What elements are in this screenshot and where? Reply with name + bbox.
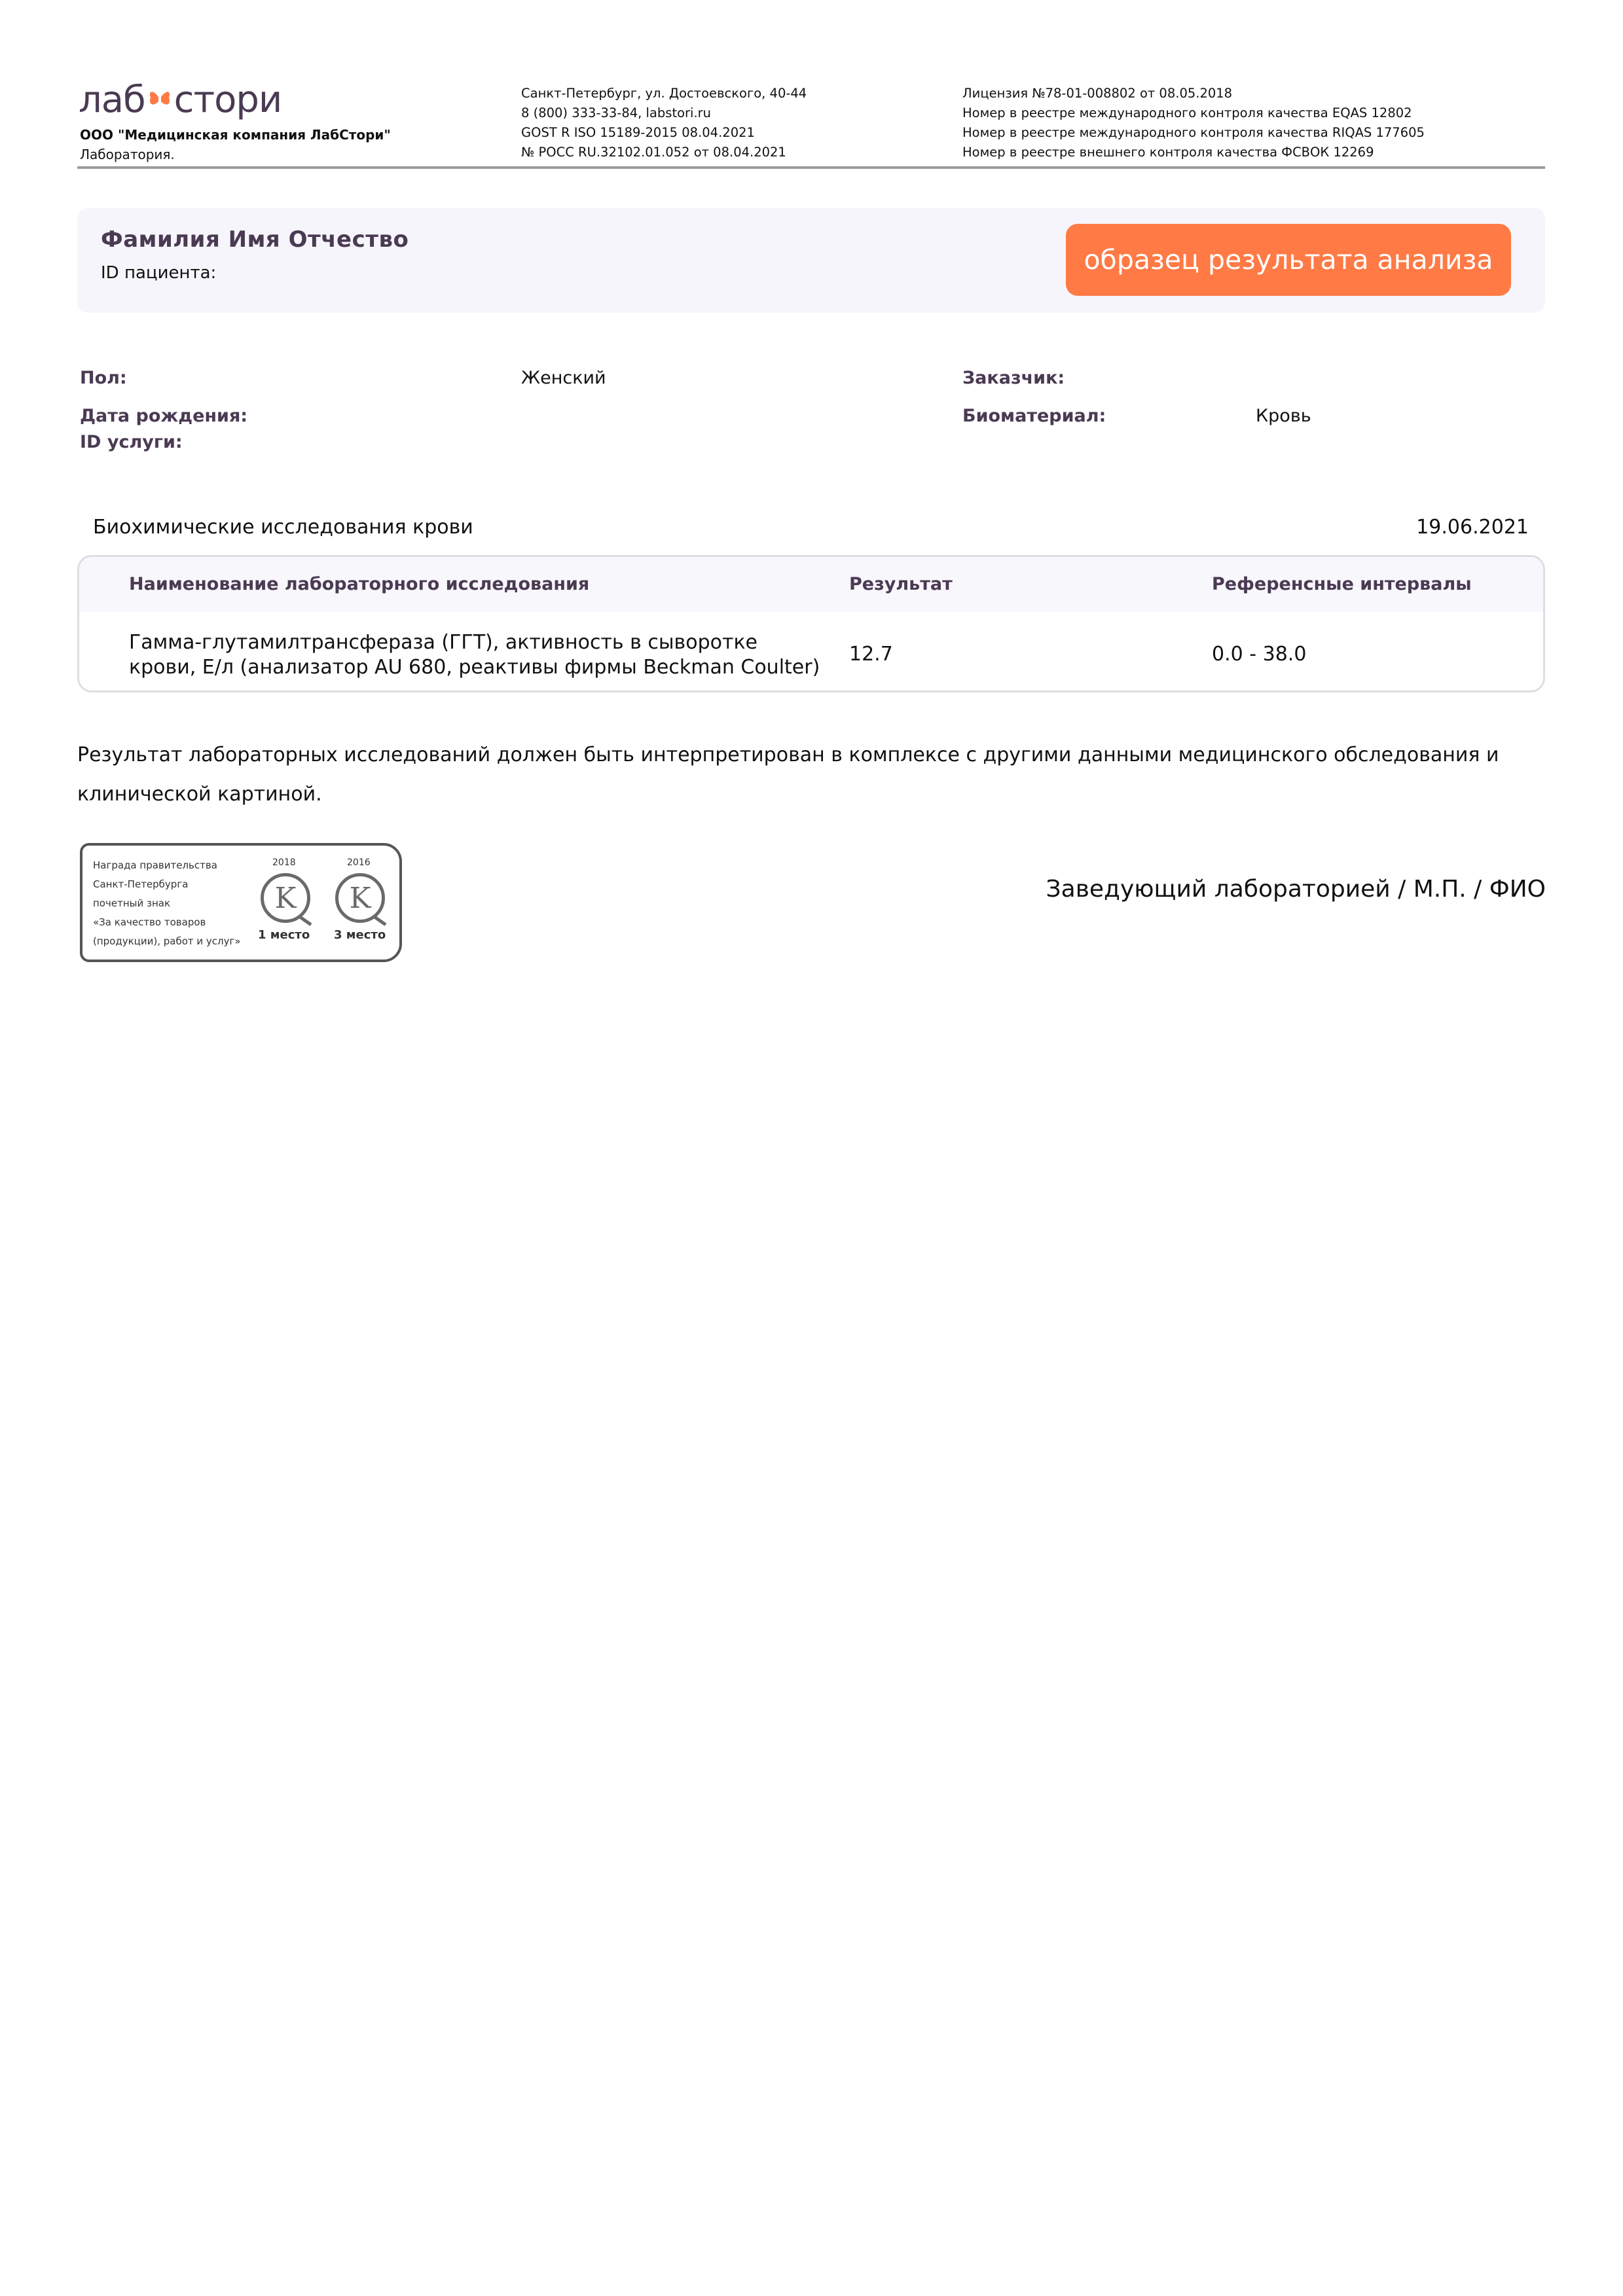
service-id-label: ID услуги:	[80, 432, 183, 452]
award-place-1: 1 место	[258, 928, 310, 942]
column-header-result: Результат	[849, 574, 953, 594]
award-line: Санкт-Петербурга	[93, 878, 189, 890]
license: Лицензия №78-01-008802 от 08.05.2018	[962, 86, 1233, 101]
column-header-name: Наименование лабораторного исследования	[129, 574, 590, 594]
company-subtitle: Лаборатория.	[80, 147, 175, 162]
company-name: ООО "Медицинская компания ЛабСтори"	[80, 127, 391, 143]
logo-text-right: стори	[173, 79, 282, 121]
eqas-number: Номер в реестре международного контроля качества EQAS 12802	[962, 105, 1412, 120]
phone-site: 8 (800) 333-33-84, labstori.ru	[521, 105, 712, 120]
section-title: Биохимические исследования крови	[93, 516, 473, 539]
quality-award	[80, 843, 402, 962]
customer-label: Заказчик:	[962, 368, 1065, 388]
signature-line: Заведующий лабораторией / М.П. / ФИО	[1046, 876, 1546, 903]
contact-info	[521, 84, 807, 162]
section-date: 19.06.2021	[1416, 516, 1529, 539]
test-name	[129, 630, 820, 680]
ross-cert: № РОСС RU.32102.01.052 от 08.04.2021	[521, 145, 786, 160]
test-name-line1: Гамма-глутамилтрансфераза (ГГТ), активность в сыворотке	[129, 631, 758, 654]
labstori-logo	[79, 79, 282, 121]
award-line: (продукции), работ и услуг»	[93, 935, 241, 947]
award-year-2016: 2016	[347, 857, 371, 868]
document-header	[77, 72, 1545, 169]
fsvok-number: Номер в реестре внешнего контроля качества ФСВОК 12269	[962, 145, 1374, 160]
gost: GOST R ISO 15189-2015 08.04.2021	[521, 125, 755, 140]
biomaterial-value: Кровь	[1256, 406, 1311, 426]
test-name-line2: крови, Е/л (анализатор AU 680, реактивы фирмы Beckman Coulter)	[129, 656, 820, 679]
test-reference: 0.0 - 38.0	[1212, 643, 1307, 666]
award-line: «За качество товаров	[93, 916, 206, 928]
riqas-number: Номер в реестре международного контроля качества RIQAS 177605	[962, 125, 1425, 140]
sex-value: Женский	[521, 368, 606, 388]
patient-name: Фамилия Имя Отчество	[101, 226, 409, 253]
column-header-reference: Референсные интервалы	[1212, 574, 1472, 594]
test-result: 12.7	[849, 643, 893, 666]
patient-id-label: ID пациента:	[101, 263, 217, 283]
interpretation-note: Результат лабораторных исследований должен быть интерпретирован в комплексе с другими данными медицинского обследования и клинической картиной.	[77, 744, 1499, 806]
quality-mark-letter: K	[349, 881, 371, 915]
address: Санкт-Петербург, ул. Достоевского, 40-44	[521, 86, 807, 101]
logo-text-left: лаб	[79, 79, 145, 121]
license-info	[962, 84, 1425, 162]
patient-panel	[77, 208, 1545, 313]
award-year-2018: 2018	[272, 857, 296, 868]
award-line: Награда правительства	[93, 859, 217, 871]
award-line: почетный знак	[93, 897, 171, 909]
quality-mark-icon	[335, 873, 385, 923]
butterfly-icon	[147, 79, 173, 120]
birth-date-label: Дата рождения:	[80, 406, 248, 426]
award-text	[93, 856, 241, 951]
award-place-3: 3 место	[334, 928, 386, 942]
sample-result-badge: образец результата анализа	[1066, 224, 1511, 296]
biomaterial-label: Биоматериал:	[962, 406, 1106, 426]
table-header	[79, 557, 1543, 612]
quality-mark-letter: K	[274, 881, 297, 915]
quality-mark-icon	[261, 873, 310, 923]
results-table	[77, 555, 1545, 692]
sex-label: Пол:	[80, 368, 127, 388]
